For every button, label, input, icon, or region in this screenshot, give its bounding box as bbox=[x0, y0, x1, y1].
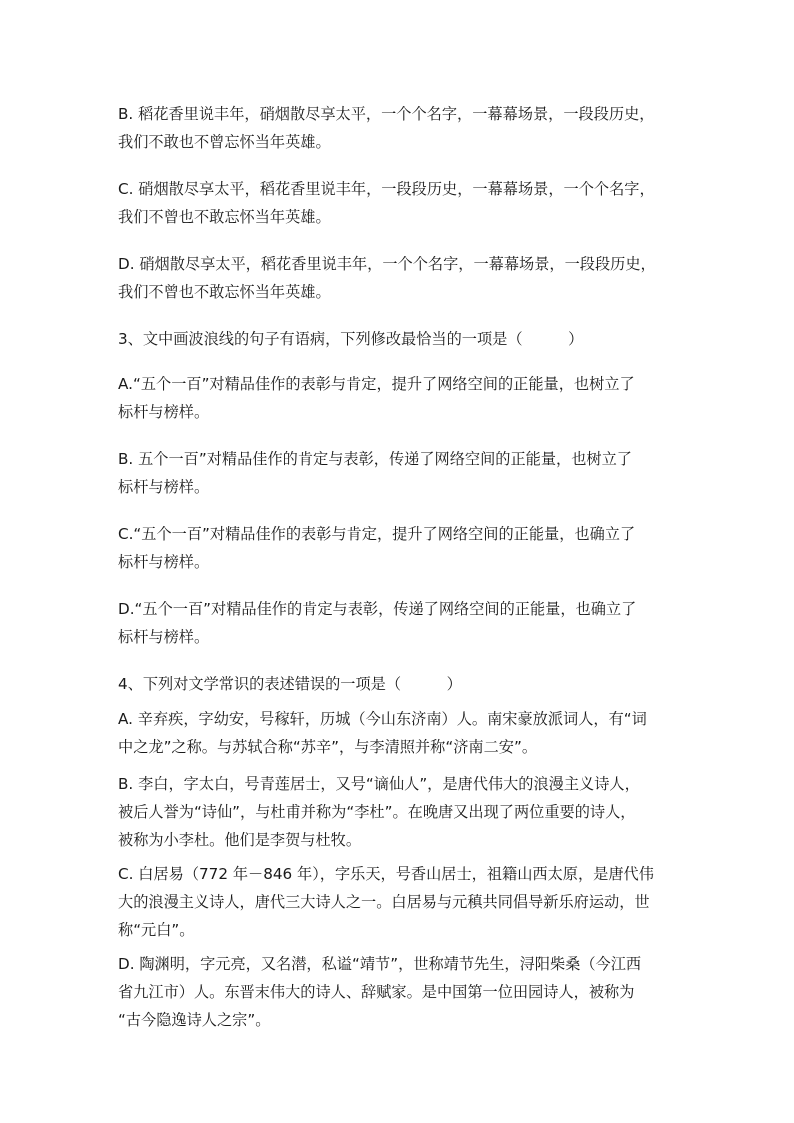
q2-option-b-line1: B. 稻花香里说丰年，硝烟散尽享太平，一个个名字，一幕幕场景，一段段历史， bbox=[118, 105, 655, 123]
q3-option-c bbox=[118, 520, 680, 576]
q4-option-a bbox=[118, 705, 680, 761]
q4-option-b-line2: 被后人誉为“诗仙”，与杜甫并称为“李杜”。在晚唐又出现了两位重要的诗人， bbox=[118, 803, 636, 821]
q2-option-c bbox=[118, 175, 680, 231]
q4-option-b-line3: 被称为小李杜。他们是李贺与杜牧。 bbox=[118, 831, 361, 849]
q4-option-c-line3: 称“元白”。 bbox=[118, 921, 195, 939]
q4-stem-text: 4、下列对文学常识的表述错误的一项是（ ） bbox=[118, 675, 462, 693]
q2-option-d bbox=[118, 250, 680, 306]
q3-stem bbox=[118, 325, 680, 353]
q3-option-c-line2: 标杆与榜样。 bbox=[118, 553, 210, 571]
q4-option-c bbox=[118, 860, 680, 944]
q4-option-b bbox=[118, 770, 680, 854]
q3-option-d-line2: 标杆与榜样。 bbox=[118, 628, 210, 646]
q4-stem bbox=[118, 670, 680, 698]
q3-option-a-line2: 标杆与榜样。 bbox=[118, 403, 210, 421]
q3-option-d-line1: D.“五个一百”对精品佳作的肯定与表彰，传递了网络空间的正能量，也确立了 bbox=[118, 600, 637, 618]
q3-stem-text: 3、文中画波浪线的句子有语病，下列修改最恰当的一项是（ ） bbox=[118, 330, 584, 348]
q4-option-d-line1: D. 陶渊明，字元亮，又名潜，私谥“靖节”，世称靖节先生，浔阳柴桑（今江西 bbox=[118, 955, 642, 973]
q2-option-b bbox=[118, 100, 680, 156]
q3-option-a bbox=[118, 370, 680, 426]
q4-option-a-line1: A. 辛弃疾，字幼安，号稼轩，历城（今山东济南）人。南宋豪放派词人，有“词 bbox=[118, 710, 647, 728]
q2-option-c-line2: 我们不曾也不敢忘怀当年英雄。 bbox=[118, 208, 331, 226]
q3-option-c-line1: C.“五个一百”对精品佳作的表彰与肯定，提升了网络空间的正能量，也确立了 bbox=[118, 525, 636, 543]
q4-option-d-line3: “古今隐逸诗人之宗”。 bbox=[118, 1011, 271, 1029]
q4-option-b-line1: B. 李白，字太白，号青莲居士，又号“谪仙人”，是唐代伟大的浪漫主义诗人， bbox=[118, 775, 640, 793]
q4-option-c-line2: 大的浪漫主义诗人，唐代三大诗人之一。白居易与元稹共同倡导新乐府运动，世 bbox=[118, 893, 650, 911]
q3-option-b-line1: B. 五个一百”对精品佳作的肯定与表彰，传递了网络空间的正能量，也树立了 bbox=[118, 450, 632, 468]
q4-option-a-line2: 中之龙”之称。与苏轼合称“苏辛”，与李清照并称“济南二安”。 bbox=[118, 738, 538, 756]
q3-option-b bbox=[118, 445, 680, 501]
q4-option-d bbox=[118, 950, 680, 1034]
q3-option-b-line2: 标杆与榜样。 bbox=[118, 478, 210, 496]
q2-option-d-line2: 我们不曾也不敢忘怀当年英雄。 bbox=[118, 283, 331, 301]
q2-option-d-line1: D. 硝烟散尽享太平，稻花香里说丰年，一个个名字，一幕幕场景，一段段历史， bbox=[118, 255, 656, 273]
q3-option-a-line1: A.“五个一百”对精品佳作的表彰与肯定，提升了网络空间的正能量，也树立了 bbox=[118, 375, 635, 393]
q2-option-c-line1: C. 硝烟散尽享太平，稻花香里说丰年，一段段历史，一幕幕场景，一个个名字， bbox=[118, 180, 655, 198]
q2-option-b-line2: 我们不敢也不曾忘怀当年英雄。 bbox=[118, 133, 331, 151]
q4-option-c-line1: C. 白居易（772 年－846 年），字乐天，号香山居士，祖籍山西太原，是唐代伟 bbox=[118, 865, 654, 883]
q4-option-d-line2: 省九江市）人。东晋末伟大的诗人、辞赋家。是中国第一位田园诗人，被称为 bbox=[118, 983, 635, 1001]
q3-option-d bbox=[118, 595, 680, 651]
